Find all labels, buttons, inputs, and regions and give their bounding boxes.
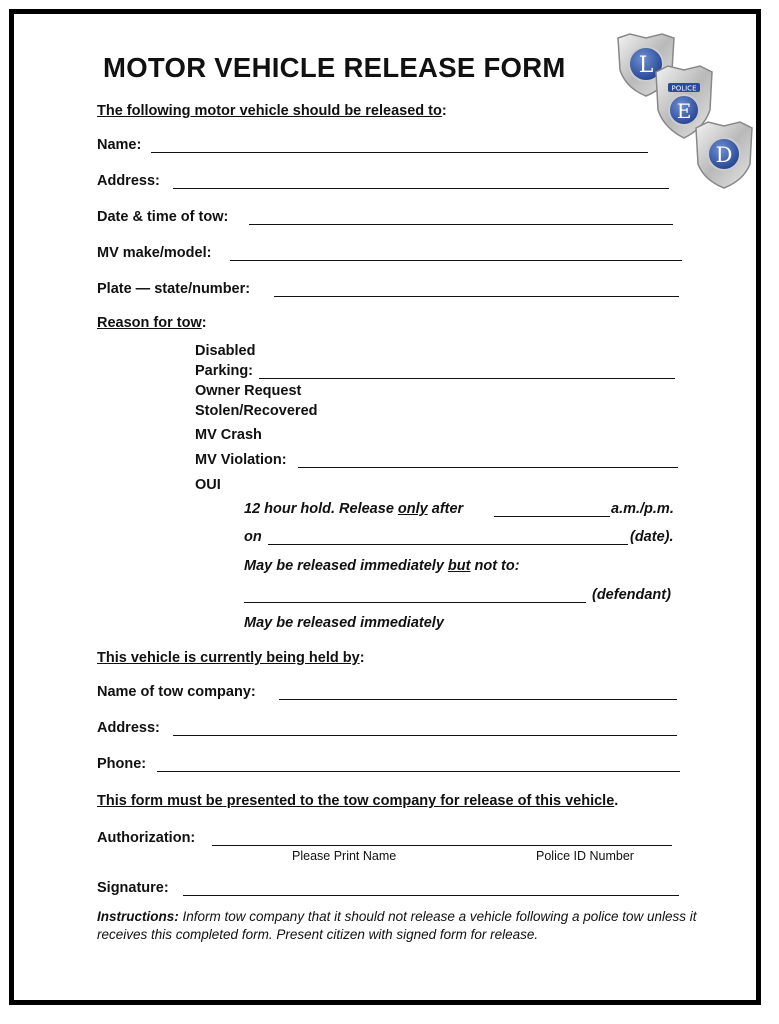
reason-stolen-recovered[interactable]: Stolen/Recovered <box>195 403 318 419</box>
form-title: MOTOR VEHICLE RELEASE FORM <box>103 52 566 83</box>
authorization-label: Authorization: <box>97 830 196 846</box>
svg-text:POLICE: POLICE <box>671 84 697 93</box>
reason-mv-violation[interactable]: MV Violation: <box>195 452 287 468</box>
mv-make-model-label: MV make/model: <box>97 245 212 261</box>
defendant-field[interactable] <box>244 602 586 603</box>
instructions: Instructions: Inform tow company that it should not release a vehicle following a police tow unless it receives this completed form. Present citizen with signed form for release. <box>97 909 697 942</box>
authorization-field[interactable] <box>212 845 672 846</box>
tow-company-label: Name of tow company: <box>97 684 256 700</box>
release-immediately-text: May be released immediately <box>244 615 444 631</box>
print-name-caption: Please Print Name <box>292 849 397 863</box>
svg-text:D: D <box>715 143 733 167</box>
reason-disabled[interactable]: Disabled <box>195 343 256 359</box>
release-time-field[interactable] <box>494 516 610 517</box>
reason-parking[interactable]: Parking: <box>195 363 254 379</box>
svg-text:E: E <box>676 99 692 123</box>
tow-company-field[interactable] <box>279 699 677 700</box>
phone-label: Phone: <box>97 756 147 772</box>
name-field[interactable] <box>151 152 648 153</box>
plate-label: Plate — state/number: <box>97 281 251 297</box>
tow-address-field[interactable] <box>173 735 677 736</box>
release-not-to-text: May be released immediately but not to: <box>244 558 520 574</box>
ampm-label: a.m./p.m. <box>611 501 674 517</box>
police-id-caption: Police ID Number <box>536 849 634 863</box>
tow-date-time-label: Date & time of tow: <box>97 209 229 225</box>
mv-make-model-field[interactable] <box>230 260 682 261</box>
police-badge-logo <box>610 30 760 190</box>
reason-owner-request[interactable]: Owner Request <box>195 383 302 399</box>
release-to-heading: The following motor vehicle should be released to: <box>97 103 447 119</box>
tow-date-time-field[interactable] <box>249 224 673 225</box>
name-label: Name: <box>97 137 142 153</box>
phone-field[interactable] <box>157 771 680 772</box>
present-notice: This form must be presented to the tow company for release of this vehicle. <box>97 793 619 809</box>
address-label: Address: <box>97 173 160 189</box>
signature-field[interactable] <box>183 895 679 896</box>
release-date-field[interactable] <box>268 544 628 545</box>
svg-text:L: L <box>638 53 654 78</box>
signature-label: Signature: <box>97 880 169 896</box>
date-label: (date). <box>630 529 674 545</box>
held-by-heading: This vehicle is currently being held by: <box>97 650 365 666</box>
badge-d-icon <box>696 122 752 188</box>
reason-oui[interactable]: OUI <box>195 477 221 493</box>
reason-mv-crash[interactable]: MV Crash <box>195 427 262 443</box>
plate-field[interactable] <box>274 296 679 297</box>
tow-address-label: Address: <box>97 720 160 736</box>
on-label: on <box>244 529 262 545</box>
hold-12-hour-text: 12 hour hold. Release only after <box>244 501 464 517</box>
mv-violation-field[interactable] <box>298 467 678 468</box>
reason-heading: Reason for tow: <box>97 315 207 331</box>
parking-field[interactable] <box>259 378 675 379</box>
address-field[interactable] <box>173 188 669 189</box>
defendant-label: (defendant) <box>592 587 671 603</box>
